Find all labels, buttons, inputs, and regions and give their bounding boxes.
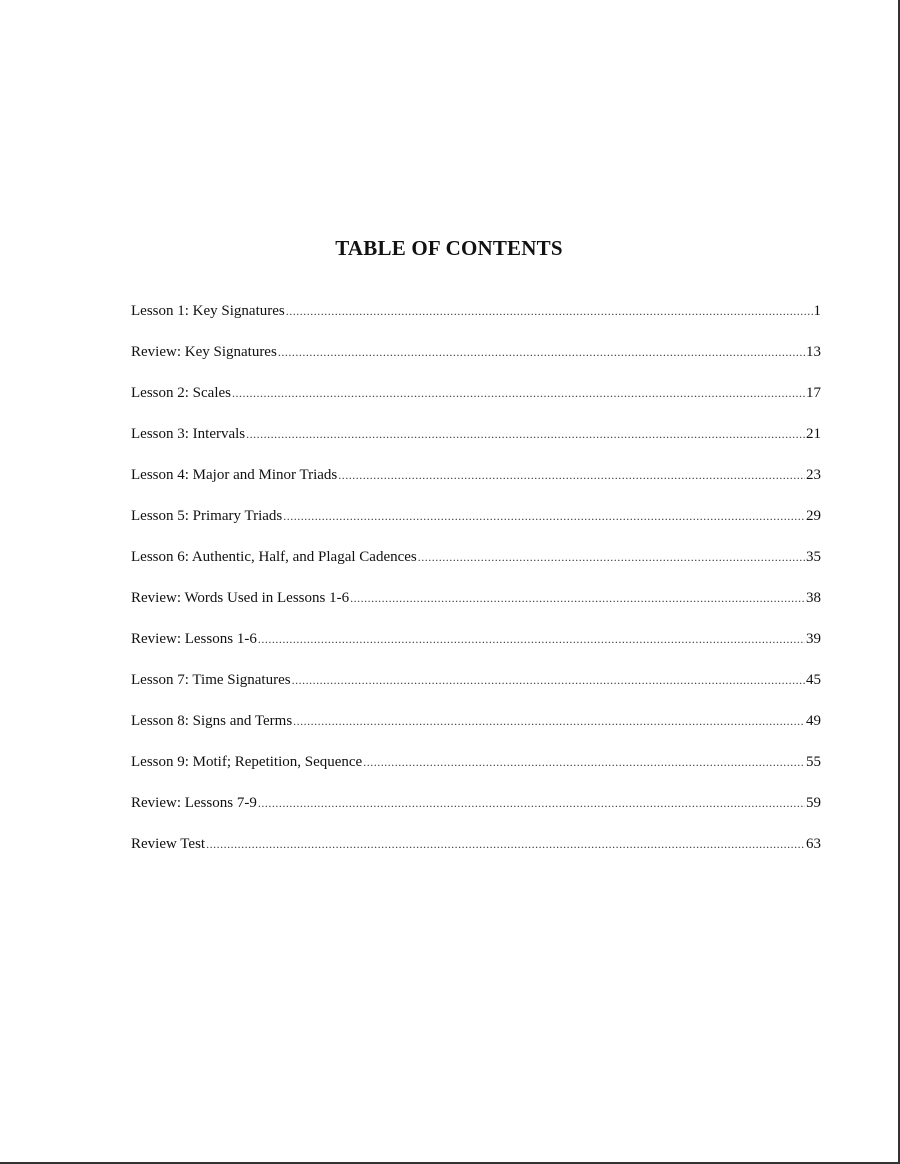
dot-leader <box>283 505 805 527</box>
toc-entry-page: 49 <box>806 713 821 729</box>
toc-entry-page: 23 <box>806 467 821 483</box>
toc-entry-page: 21 <box>806 426 821 442</box>
dot-leader <box>338 464 805 486</box>
toc-entry <box>131 382 821 423</box>
dot-leader <box>363 751 805 773</box>
toc-entry <box>131 300 821 341</box>
toc-entry-label: Lesson 1: Key Signatures <box>131 303 285 319</box>
toc-entry <box>131 546 821 587</box>
toc-entry-page: 59 <box>806 795 821 811</box>
toc-entry-label: Lesson 7: Time Signatures <box>131 672 291 688</box>
dot-leader <box>246 423 805 445</box>
toc-entry-label: Review: Lessons 1-6 <box>131 631 257 647</box>
toc-entry-label: Lesson 2: Scales <box>131 385 231 401</box>
toc-entry-page: 17 <box>806 385 821 401</box>
toc-entry-page: 1 <box>813 303 821 319</box>
toc-entry-page: 38 <box>806 590 821 606</box>
dot-leader <box>292 669 805 691</box>
toc-entry-label: Review: Lessons 7-9 <box>131 795 257 811</box>
toc-entry <box>131 628 821 669</box>
dot-leader <box>258 792 805 814</box>
toc-entry-page: 63 <box>806 836 821 852</box>
toc-entry-label: Lesson 4: Major and Minor Triads <box>131 467 338 483</box>
dot-leader <box>418 546 805 568</box>
toc-entry <box>131 341 821 382</box>
toc-entry-label: Review Test <box>131 836 206 852</box>
toc-entry-label: Lesson 8: Signs and Terms <box>131 713 293 729</box>
toc-entry <box>131 464 821 505</box>
toc-entry <box>131 751 821 792</box>
dot-leader <box>350 587 805 609</box>
toc-entry-label: Review: Key Signatures <box>131 344 277 360</box>
dot-leader <box>206 833 805 855</box>
toc-entry <box>131 833 821 874</box>
toc-entry-label: Lesson 5: Primary Triads <box>131 508 283 524</box>
dot-leader <box>286 300 813 322</box>
toc-entry <box>131 423 821 464</box>
toc-entry <box>131 505 821 546</box>
toc-entry-label: Lesson 6: Authentic, Half, and Plagal Cadences <box>131 549 417 565</box>
page-title: TABLE OF CONTENTS <box>335 236 563 260</box>
toc-entry-page: 29 <box>806 508 821 524</box>
toc-entry-page: 45 <box>806 672 821 688</box>
toc-entry <box>131 792 821 833</box>
dot-leader <box>232 382 805 404</box>
toc-entry-label: Lesson 9: Motif; Repetition, Sequence <box>131 754 363 770</box>
toc-entry-label: Review: Words Used in Lessons 1-6 <box>131 590 350 606</box>
toc-list <box>131 300 821 874</box>
dot-leader <box>293 710 805 732</box>
toc-entry <box>131 669 821 710</box>
toc-entry-page: 13 <box>806 344 821 360</box>
toc-entry-page: 55 <box>806 754 821 770</box>
dot-leader <box>258 628 805 650</box>
toc-entry-page: 39 <box>806 631 821 647</box>
toc-entry <box>131 587 821 628</box>
dot-leader <box>278 341 805 363</box>
toc-entry-page: 35 <box>806 549 821 565</box>
toc-entry-label: Lesson 3: Intervals <box>131 426 246 442</box>
toc-entry <box>131 710 821 751</box>
